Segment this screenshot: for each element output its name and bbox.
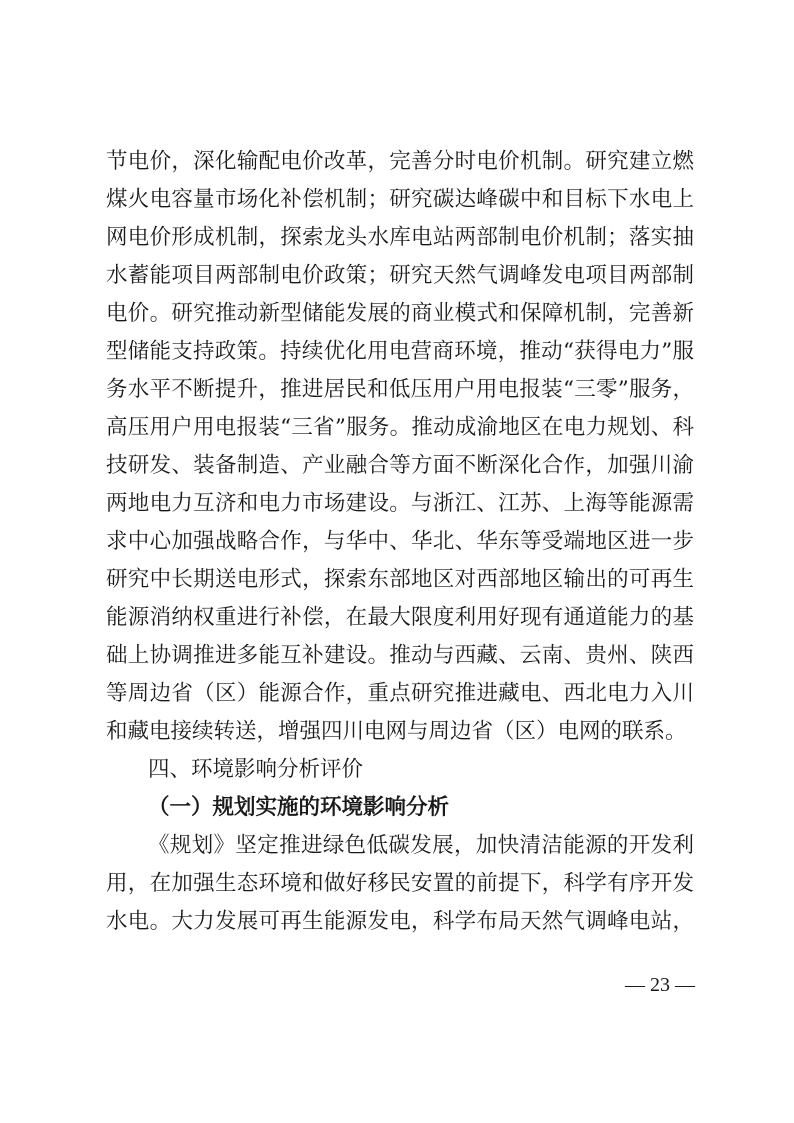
text-line: 技研发、装备制造、产业融合等方面不断深化合作，加强川渝 — [106, 453, 694, 478]
page-number: — 23 — — [625, 974, 695, 996]
text-line: 型储能支持政策。持续优化用电营商环境，推动“获得电力”服 — [106, 339, 694, 364]
text-line: 求中心加强战略合作，与华中、华北、华东等受端地区进一步 — [106, 529, 694, 554]
text-line: 节电价，深化输配电价改革，完善分时电价机制。研究建立燃 — [106, 149, 694, 174]
text-line: 等周边省（区）能源合作，重点研究推进藏电、西北电力入川 — [106, 681, 694, 706]
text-line: 础上协调推进多能互补建设。推动与西藏、云南、贵州、陕西 — [106, 643, 694, 668]
text-line: 和藏电接续转送，增强四川电网与周边省（区）电网的联系。 — [106, 719, 687, 744]
text-line: 用，在加强生态环境和做好移民安置的前提下，科学有序开发 — [106, 871, 694, 896]
text-line: 《规划》坚定推进绿色低碳发展，加快清洁能源的开发利 — [148, 833, 694, 858]
text-line: 水蓄能项目两部制电价政策；研究天然气调峰发电项目两部制 — [106, 263, 694, 288]
subsection-heading: （一）规划实施的环境影响分析 — [148, 795, 450, 820]
text-line: 高压用户用电报装“三省”服务。推动成渝地区在电力规划、科 — [106, 415, 694, 440]
text-line: 务水平不断提升，推进居民和低压用户用电报装“三零”服务， — [106, 377, 694, 402]
text-line: 煤火电容量市场化补偿机制；研究碳达峰碳中和目标下水电上 — [106, 187, 694, 212]
text-line: 能源消纳权重进行补偿，在最大限度利用好现有通道能力的基 — [106, 605, 694, 630]
section-heading: 四、环境影响分析评价 — [148, 757, 364, 782]
text-line: 网电价形成机制，探索龙头水库电站两部制电价机制；落实抽 — [106, 225, 694, 250]
text-line: 电价。研究推动新型储能发展的商业模式和保障机制，完善新 — [106, 301, 694, 326]
text-line: 水电。大力发展可再生能源发电，科学布局天然气调峰电站， — [106, 909, 694, 934]
text-line: 两地电力互济和电力市场建设。与浙江、江苏、上海等能源需 — [106, 491, 694, 516]
text-line: 研究中长期送电形式，探索东部地区对西部地区输出的可再生 — [106, 567, 694, 592]
